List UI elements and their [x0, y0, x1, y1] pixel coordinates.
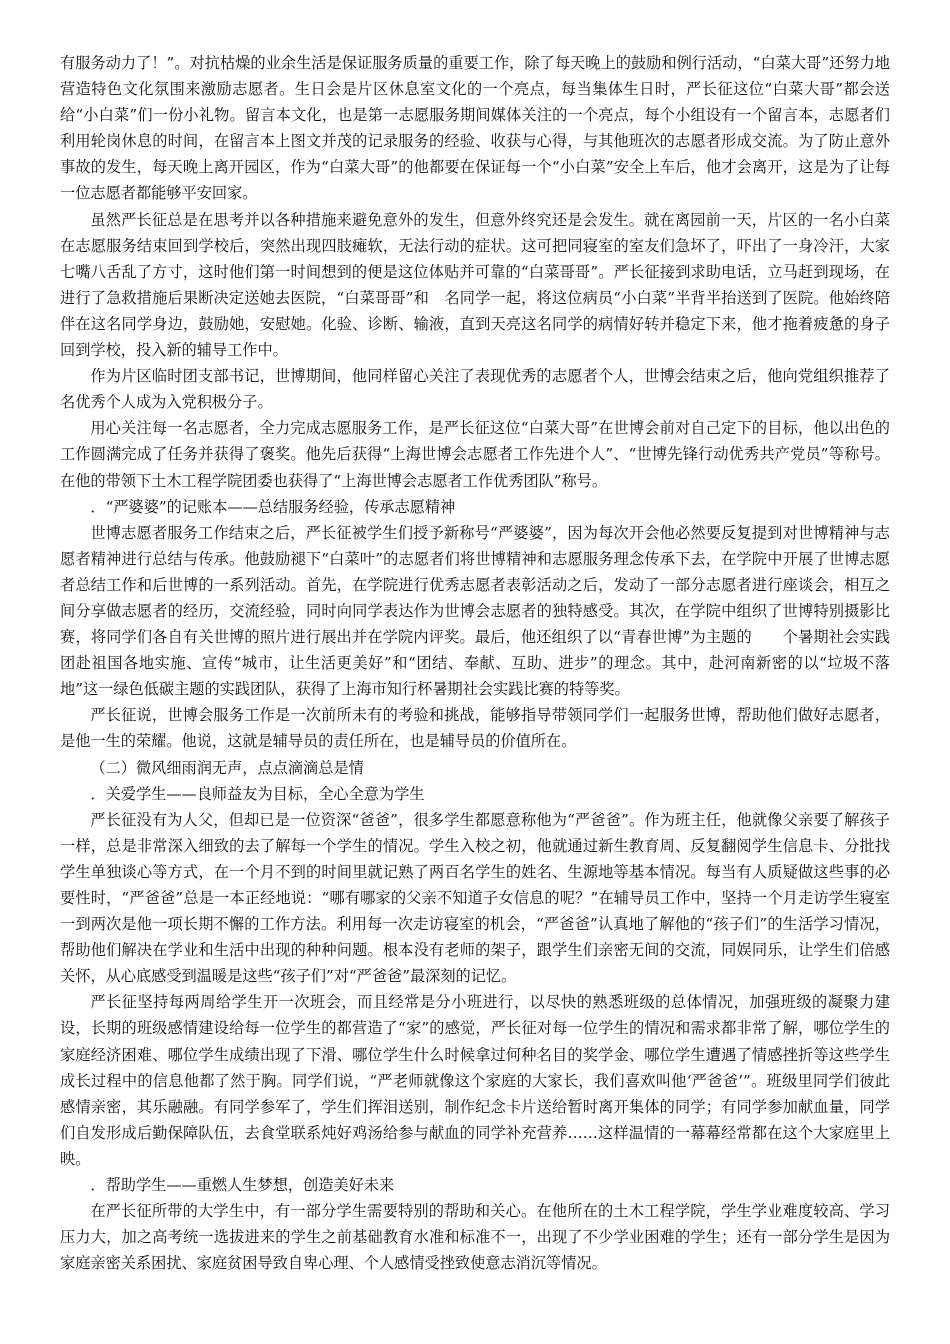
paragraph-responsibility: 严长征说，世博会服务工作是一次前所未有的考验和挑战，能够指导带领同学们一起服务世博，帮助他们做好志愿者，是他一生的荣耀。他说，这就是辅导员的责任所在，也是辅导员的价值所在。 [60, 706, 890, 751]
paragraph-accident: 虽然严长征总是在思考并以各种措施来避免意外的发生，但意外终究还是会发生。就在离园前一天，片区的一名小白菜在志愿服务结束回到学校后，突然出现四肢瘫软，无法行动的症状。这可把同寝室的室友们急坏了，吓出了一身冷汗，大家七嘴八舌乱了方寸，这时他们第一时间想到的便是这位体贴并可靠的“白菜哥哥”。严长征接到求助电话，立马赶到现场，在进行了急救措施后果断决定送她去医院，“白菜哥哥”和 名同学一起，将这位病员“小白菜”半背半抬送到了医院。他始终陪伴在这名同学身边，鼓励她，安慰她。化验、诊断、输液，直到天亮这名同学的病情好转并稳定下来，他才拖着疲惫的身子回到学校，投入新的辅导工作中。 [60, 210, 890, 360]
paragraph-honors: 用心关注每一名志愿者，全力完成志愿服务工作，是严长征这位“白菜大哥”在世博会前对自己定下的目标，他以出色的工作圆满完成了任务并获得了褒奖。他先后获得“上海世博会志愿者工作先进个人”、“世博先锋行动优秀共产党员”等称号。在他的带领下土木工程学院团委也获得了“上海世博会志愿者工作优秀团队”称号。 [60, 419, 890, 490]
paragraph-continued: 有服务动力了！”。对抗枯燥的业余生活是保证服务质量的重要工作，除了每天晚上的鼓励和例行活动，“白菜大哥”还努力地营造特色文化氛围来激励志愿者。生日会是片区休息室文化的一个亮点，每当集体生日时，严长征这位“白菜大哥”都会送给“小白菜”们一份小礼物。留言本文化，也是第一志愿服务期间媒体关注的一个亮点，每个小组设有一个留言本，志愿者们利用轮岗休息的时间，在留言本上图文并茂的记录服务的经验、收获与心得，与其他班次的志愿者形成交流。为了防止意外事故的发生，每天晚上离开园区，作为“白菜大哥”的他都要在保证每一个“小白菜”安全上车后，他才会离开，这是为了让每一位志愿者都能够平安回家。 [60, 54, 890, 203]
paragraph-class-meetings: 严长征坚持每两周给学生开一次班会，而且经常是分小班进行，以尽快的熟悉班级的总体情况，加强班级的凝聚力建设，长期的班级感情建设给每一位学生的都营造了“家”的感觉，严长征对每一位学生的情况和需求都非常了解，哪位学生的家庭经济困难、哪位学生成绩出现了下滑、哪位学生什么时候拿过何种名目的奖学金、哪位学生遭遇了情感挫折等这些学生成长过程中的信息他都了然于胸。同学们说，“严老师就像这个家庭的大家长，我们喜欢叫他‘严爸爸’”。班级里同学们彼此感情亲密，其乐融融。有同学参军了，学生们挥泪送别，制作纪念卡片送给暂时离开集体的同学；有同学参加献血量，同学们自发形成后勤保障队伍，去食堂联系炖好鸡汤给参与献血的同学补充营养……这样温情的一幕幕经常都在这个大家庭里上映。 [60, 993, 890, 1168]
section-heading-ledger: ．“严婆婆”的记账本——总结服务经验，传承志愿精神 [90, 497, 456, 516]
paragraph-summary-work: 世博志愿者服务工作结束之后，严长征被学生们授予新称号“严婆婆”，因为每次开会他必然要反复提到对世博精神与志愿者精神进行总结与传承。他鼓励褪下“白菜叶”的志愿者们将世博精神和志愿服务理念传承下去，在学院中开展了世博志愿者总结工作和后世博的一系列活动。首先，在学院进行优秀志愿者表彰活动之后，发动了一部分志愿者进行座谈会，相互之间分享做志愿者的经历，交流经验，同时向同学表达作为世博会志愿者的独特感受。其次，在学院中组织了世博特别摄影比赛，将同学们各自有关世博的照片进行展出并在学院内评奖。最后，他还组织了以“青春世博”为主题的 个暑期社会实践团赴祖国各地实施、宣传“城市，让生活更美好”和“团结、奉献、互助、进步”的理念。其中，赴河南新密的以“垃圾不落地”这一绿色低碳主题的实践团队，获得了上海市知行杯暑期社会实践比赛的特等奖。 [60, 523, 890, 699]
paragraph-party-recommendation: 作为片区临时团支部书记，世博期间，他同样留心关注了表现优秀的志愿者个人，世博会结束之后，他向党组织推荐了 名优秀个人成为入党积极分子。 [60, 367, 921, 412]
section-heading-care: ．关爱学生——良师益友为目标，全心全意为学生 [90, 784, 425, 803]
section-heading-help: ．帮助学生——重燃人生梦想，创造美好未来 [90, 1176, 395, 1195]
paragraph-special-help: 在严长征所带的大学生中，有一部分学生需要特别的帮助和关心。在他所在的土木工程学院，学生学业难度较高、学习压力大，加之高考统一选拔进来的学生之前基础教育水准和标准不一，出现了不少学业困难的学生；还有一部分学生是因为家庭亲密关系困扰、家庭贫困导致自卑心理、个人感情受挫致使意志消沉等情况。 [60, 1202, 890, 1273]
paragraph-yan-dad: 严长征没有为人父，但却已是一位资深“爸爸”，很多学生都愿意称他为“严爸爸”。作为班主任，他就像父亲要了解孩子一样，总是非常深入细致的去了解每一个学生的情况。学生入校之初，他就通过新生教育周、反复翻阅学生信息卡、分批找学生单独谈心等方式，在一个月不到的时间里就记熟了两百名学生的姓名、生源地等基本情况。每当有人质疑做这些事的必要性时，“严爸爸”总是一本正经地说：“哪有哪家的父亲不知道子女信息的呢？”在辅导员工作中，坚持一个月走访学生寝室一到两次是他一项长期不懈的工作方法。利用每一次走访寝室的机会，“严爸爸”认真地了解他的“孩子们”的生活学习情况，帮助他们解决在学业和生活中出现的种种问题。根本没有老师的架子，跟学生们亲密无间的交流，同娱同乐，让学生们倍感关怀，从心底感受到温暖是这些“孩子们”对“严爸爸”最深刻的记忆。 [60, 810, 890, 986]
section-heading-part-two: （二）微风细雨润无声，点点滴滴总是情 [90, 758, 364, 777]
